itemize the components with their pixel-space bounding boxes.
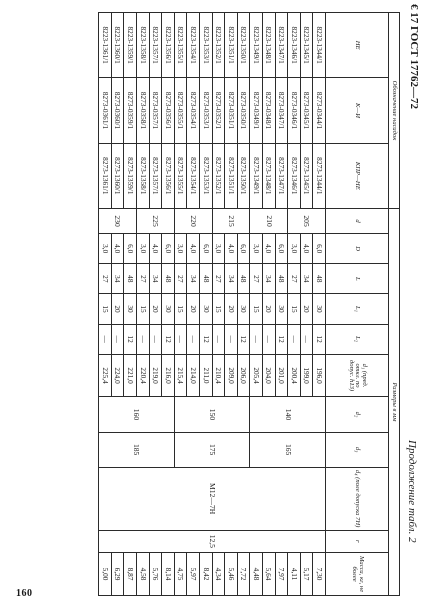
cell-ne: 8223-1349/1	[250, 13, 263, 78]
cell-L1: 20	[149, 294, 162, 324]
header-kprne: КПР—НЕ	[326, 143, 389, 208]
cell-ki: 8273-0356/1	[162, 78, 175, 143]
cell-L: 48	[200, 264, 213, 294]
dimensions-table	[98, 12, 400, 596]
cell-ne: 8223-1352/1	[212, 13, 225, 78]
cell-mass: 4,34	[212, 553, 225, 596]
cell-mass: 6,29	[111, 553, 124, 596]
cell-D: 4,0	[187, 234, 200, 264]
cell-ki: 8273-0352/1	[212, 78, 225, 143]
cell-d: 230	[99, 208, 137, 233]
cell-kprne: 8273-1354/1	[187, 143, 200, 208]
cell-mass: 5,64	[263, 553, 276, 596]
cell-L1: 15	[250, 294, 263, 324]
cell-L2: —	[288, 324, 301, 354]
cell-mass: 8,42	[200, 553, 213, 596]
header-ne: НЕ	[326, 13, 389, 78]
designation-caption: Обозначение насадок	[389, 13, 400, 209]
cell-ki: 8273-0357/1	[149, 78, 162, 143]
cell-mass: 7,30	[313, 553, 326, 596]
cell-d3: 165	[250, 432, 326, 467]
cell-L2: 12	[313, 324, 326, 354]
cell-L1: 20	[187, 294, 200, 324]
cell-L: 34	[263, 264, 276, 294]
cell-kprne: 8273-1352/1	[212, 143, 225, 208]
cell-mass: 5,00	[99, 553, 112, 596]
cell-L1: 20	[263, 294, 276, 324]
cell-d1: 200,4	[288, 354, 301, 397]
standard-code: ГОСТ 17762—72	[408, 26, 420, 109]
cell-d1: 214,0	[187, 354, 200, 397]
cell-L: 48	[275, 264, 288, 294]
cell-d: 215	[212, 208, 250, 233]
cell-ne: 8223-1360/1	[111, 13, 124, 78]
cell-D: 4,0	[225, 234, 238, 264]
cell-d: 210	[250, 208, 288, 233]
cell-d1: 196,0	[313, 354, 326, 397]
running-head-number: 17	[408, 12, 420, 24]
cell-L: 27	[174, 264, 187, 294]
cell-ne: 8223-1353/1	[200, 13, 213, 78]
table-wrapper	[98, 12, 400, 596]
cell-L: 27	[212, 264, 225, 294]
cell-L: 27	[99, 264, 112, 294]
cell-L1: 30	[124, 294, 137, 324]
cell-d3: 185	[99, 432, 175, 467]
cell-kprne: 8273-1349/1	[250, 143, 263, 208]
cell-L: 48	[313, 264, 326, 294]
cell-D: 4,0	[149, 234, 162, 264]
cell-D: 6,0	[162, 234, 175, 264]
cell-D: 6,0	[200, 234, 213, 264]
cell-L2: 12	[275, 324, 288, 354]
sizes-caption: Размеры в мм	[389, 208, 400, 595]
header-d2: d₂	[326, 397, 389, 432]
cell-D: 6,0	[313, 234, 326, 264]
cell-d: 220	[174, 208, 212, 233]
cell-mass: 5,17	[300, 553, 313, 596]
cell-L2: 12	[162, 324, 175, 354]
cell-ki: 8273-0344/1	[313, 78, 326, 143]
cell-d1: 205,4	[250, 354, 263, 397]
cell-D: 6,0	[124, 234, 137, 264]
cell-ki: 8273-0351/1	[225, 78, 238, 143]
cell-kprne: 8273-1345/1	[300, 143, 313, 208]
cell-d2: 150	[174, 397, 250, 432]
cell-L2: —	[212, 324, 225, 354]
cell-L1: 30	[313, 294, 326, 324]
cell-L1: 20	[300, 294, 313, 324]
cell-ki: 8273-0346/1	[288, 78, 301, 143]
cell-D: 3,0	[288, 234, 301, 264]
header-d3: d₃	[326, 432, 389, 467]
cell-mass: 4,11	[288, 553, 301, 596]
cell-L2: 12	[200, 324, 213, 354]
cell-L2: —	[187, 324, 200, 354]
cell-d1: 220,4	[137, 354, 150, 397]
header-mass: Масса, кг, не более	[326, 553, 389, 596]
header-d4: d₄ (поле допуска 7H)	[326, 467, 389, 530]
cell-mass: 4,48	[250, 553, 263, 596]
cell-L2: —	[263, 324, 276, 354]
cell-d2: 140	[250, 397, 326, 432]
cell-L: 48	[162, 264, 175, 294]
cell-d1: 215,4	[174, 354, 187, 397]
cell-L2: —	[174, 324, 187, 354]
header-L1: L₁	[326, 294, 389, 324]
running-head-marker: €	[408, 4, 420, 10]
cell-L: 27	[250, 264, 263, 294]
cell-L: 48	[237, 264, 250, 294]
cell-ki: 8273-0355/1	[174, 78, 187, 143]
cell-ne: 8223-1359/1	[124, 13, 137, 78]
cell-kprne: 8273-1353/1	[200, 143, 213, 208]
header-d1: d₁ (пред. откл. по допус. h13)	[326, 354, 389, 397]
cell-d: 205	[288, 208, 326, 233]
cell-kprne: 8273-1350/1	[237, 143, 250, 208]
cell-L: 34	[300, 264, 313, 294]
cell-d1: 211,0	[200, 354, 213, 397]
cell-mass: 5,97	[187, 553, 200, 596]
cell-r: 12,5	[99, 530, 326, 553]
cell-mass: 5,46	[225, 553, 238, 596]
cell-d1: 225,4	[99, 354, 112, 397]
cell-L2: 12	[237, 324, 250, 354]
cell-kprne: 8273-1360/1	[111, 143, 124, 208]
header-d: d	[326, 208, 389, 233]
cell-D: 3,0	[212, 234, 225, 264]
cell-L: 48	[124, 264, 137, 294]
cell-D: 6,0	[275, 234, 288, 264]
cell-mass: 8,87	[124, 553, 137, 596]
running-head	[408, 4, 420, 109]
cell-L1: 30	[275, 294, 288, 324]
cell-mass: 7,97	[275, 553, 288, 596]
cell-D: 6,0	[237, 234, 250, 264]
cell-ki: 8273-0353/1	[200, 78, 213, 143]
cell-d1: 210,4	[212, 354, 225, 397]
cell-ne: 8223-1356/1	[162, 13, 175, 78]
cell-ne: 8223-1361/1	[99, 13, 112, 78]
cell-d1: 204,0	[263, 354, 276, 397]
cell-ki: 8273-0359/1	[124, 78, 137, 143]
cell-ne: 8223-1354/1	[187, 13, 200, 78]
cell-kprne: 8273-1359/1	[124, 143, 137, 208]
cell-ne: 8223-1347/1	[275, 13, 288, 78]
cell-ki: 8273-0360/1	[111, 78, 124, 143]
cell-mass: 7,72	[237, 553, 250, 596]
cell-kprne: 8273-1351/1	[225, 143, 238, 208]
cell-ne: 8223-1355/1	[174, 13, 187, 78]
cell-ne: 8223-1346/1	[288, 13, 301, 78]
cell-kprne: 8273-1357/1	[149, 143, 162, 208]
page-number: 160	[16, 588, 33, 599]
cell-d1: 224,0	[111, 354, 124, 397]
cell-L1: 30	[162, 294, 175, 324]
cell-L2: —	[250, 324, 263, 354]
cell-d1: 209,0	[225, 354, 238, 397]
cell-ki: 8273-0349/1	[250, 78, 263, 143]
cell-kprne: 8273-1348/1	[263, 143, 276, 208]
cell-L1: 15	[212, 294, 225, 324]
header-r: r	[326, 530, 389, 553]
cell-kprne: 8273-1346/1	[288, 143, 301, 208]
cell-d4: M12—7H	[99, 467, 326, 530]
cell-L2: —	[137, 324, 150, 354]
cell-ne: 8223-1351/1	[225, 13, 238, 78]
cell-d: 225	[137, 208, 175, 233]
cell-d1: 201,0	[275, 354, 288, 397]
cell-kprne: 8273-1361/1	[99, 143, 112, 208]
cell-kprne: 8273-1344/1	[313, 143, 326, 208]
header-D: D	[326, 234, 389, 264]
cell-d1: 199,0	[300, 354, 313, 397]
cell-ki: 8273-0345/1	[300, 78, 313, 143]
cell-L2: —	[300, 324, 313, 354]
cell-L1: 15	[99, 294, 112, 324]
cell-D: 3,0	[250, 234, 263, 264]
cell-L1: 15	[174, 294, 187, 324]
header-L2: L₂	[326, 324, 389, 354]
cell-ne: 8223-1358/1	[137, 13, 150, 78]
cell-d1: 216,0	[162, 354, 175, 397]
cell-ki: 8273-0348/1	[263, 78, 276, 143]
cell-d3: 175	[174, 432, 250, 467]
cell-L1: 30	[237, 294, 250, 324]
cell-L: 34	[149, 264, 162, 294]
cell-kprne: 8273-1347/1	[275, 143, 288, 208]
cell-ki: 8273-0354/1	[187, 78, 200, 143]
cell-D: 3,0	[99, 234, 112, 264]
header-L: L	[326, 264, 389, 294]
cell-D: 4,0	[300, 234, 313, 264]
cell-ne: 8223-1350/1	[237, 13, 250, 78]
cell-L2: —	[111, 324, 124, 354]
cell-L: 27	[137, 264, 150, 294]
cell-L1: 20	[225, 294, 238, 324]
cell-ne: 8223-1344/1	[313, 13, 326, 78]
cell-L2: 12	[124, 324, 137, 354]
cell-D: 4,0	[111, 234, 124, 264]
cell-ki: 8273-0361/1	[99, 78, 112, 143]
cell-ne: 8223-1348/1	[263, 13, 276, 78]
table-body	[99, 13, 326, 596]
cell-L1: 15	[288, 294, 301, 324]
cell-L2: —	[99, 324, 112, 354]
cell-ki: 8273-0347/1	[275, 78, 288, 143]
cell-mass: 4,58	[137, 553, 150, 596]
cell-L: 34	[187, 264, 200, 294]
cell-L1: 20	[111, 294, 124, 324]
cell-ne: 8223-1345/1	[300, 13, 313, 78]
cell-ki: 8273-0358/1	[137, 78, 150, 143]
table-continuation-title: Продолжение табл. 2	[406, 440, 418, 543]
cell-kprne: 8273-1356/1	[162, 143, 175, 208]
cell-L1: 30	[200, 294, 213, 324]
cell-L2: —	[225, 324, 238, 354]
cell-ki: 8273-0350/1	[237, 78, 250, 143]
table-row	[313, 13, 326, 596]
cell-d2: 160	[99, 397, 175, 432]
cell-D: 3,0	[137, 234, 150, 264]
cell-mass: 5,76	[149, 553, 162, 596]
cell-mass: 8,14	[162, 553, 175, 596]
cell-L: 27	[288, 264, 301, 294]
cell-d1: 206,0	[237, 354, 250, 397]
cell-kprne: 8273-1355/1	[174, 143, 187, 208]
cell-L1: 15	[137, 294, 150, 324]
header-ki: К—И	[326, 78, 389, 143]
cell-ne: 8223-1357/1	[149, 13, 162, 78]
cell-L2: —	[149, 324, 162, 354]
cell-d1: 219,0	[149, 354, 162, 397]
cell-L: 34	[225, 264, 238, 294]
cell-D: 3,0	[174, 234, 187, 264]
cell-kprne: 8273-1358/1	[137, 143, 150, 208]
cell-L: 34	[111, 264, 124, 294]
cell-d1: 221,0	[124, 354, 137, 397]
cell-mass: 4,75	[174, 553, 187, 596]
cell-D: 4,0	[263, 234, 276, 264]
